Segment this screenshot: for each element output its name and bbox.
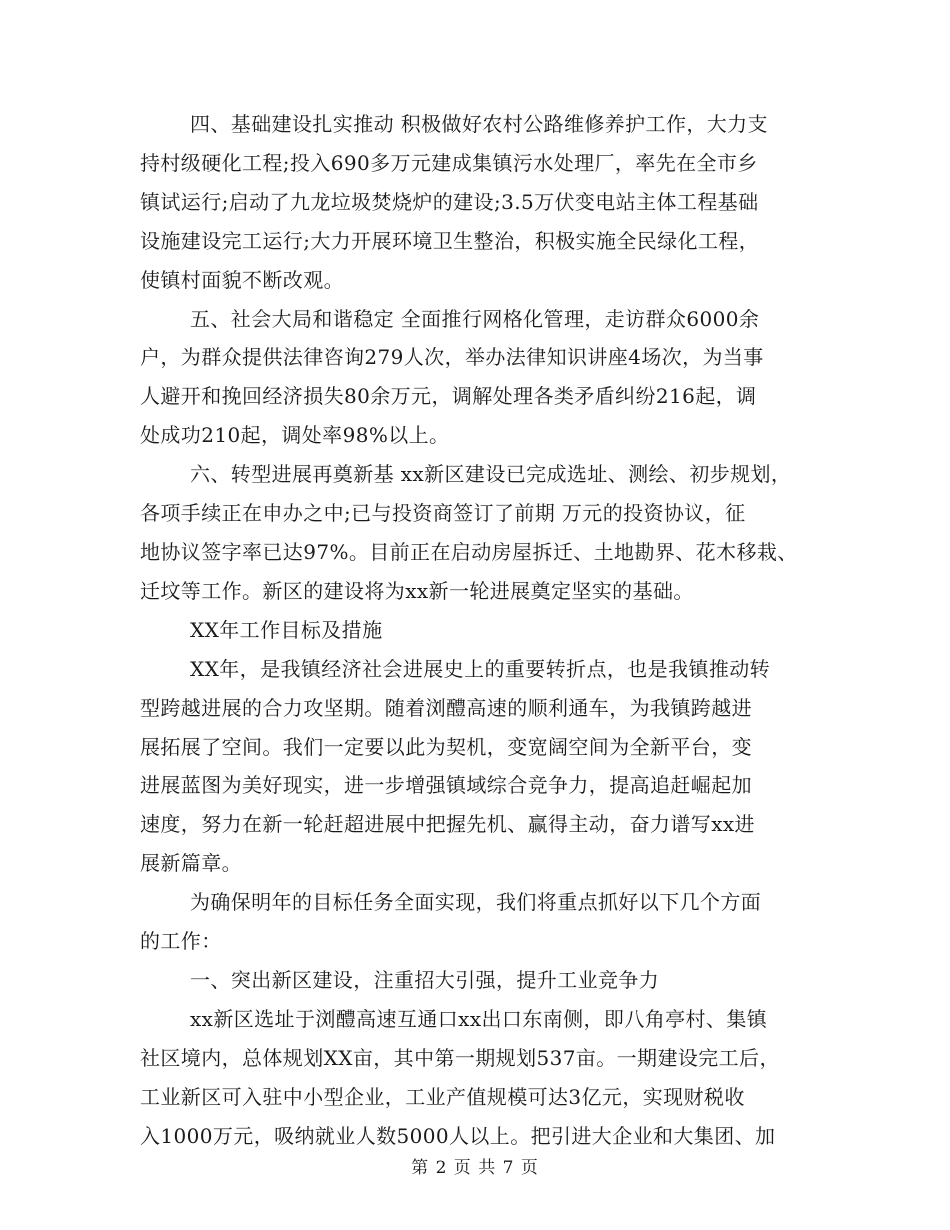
text-line: 地协议签字率已达97%。目前正在启动房屋拆迁、土地勘界、花木移栽、 (140, 539, 798, 564)
text-line: 设施建设完工运行;大力开展环境卫生整治，积极实施全民绿化工程， (140, 228, 760, 253)
text-line: 的工作： (140, 929, 222, 954)
text-line: XX年工作目标及措施 (190, 617, 383, 642)
text-line: 户，为群众提供法律咨询279人次，举办法律知识讲座4场次，为当事 (140, 345, 764, 370)
text-line: 入1000万元，吸纳就业人数5000人以上。把引进大企业和大集团、加 (140, 1123, 776, 1148)
text-line: 六、转型进展再奠新基 xx新区建设已完成选址、测绘、初步规划， (190, 462, 792, 487)
page-number: 第 2 页 共 7 页 (411, 1158, 539, 1178)
text-line: 各项手续正在申办之中;已与投资商签订了前期 万元的投资协议，征 (140, 501, 746, 526)
text-line: 持村级硬化工程;投入690多万元建成集镇污水处理厂，率先在全市乡 (140, 150, 758, 175)
text-line: 四、基础建设扎实推动 积极做好农村公路维修养护工作，大力支 (190, 112, 768, 136)
text-line: 使镇村面貌不断改观。 (140, 267, 344, 292)
text-line: 迁坟等工作。新区的建设将为xx新一轮进展奠定坚实的基础。 (140, 578, 694, 603)
text-line: 五、社会大局和谐稳定 全面推行网格化管理，走访群众6000余 (190, 306, 760, 331)
text-line: 一、突出新区建设，注重招大引强，提升工业竞争力 (190, 967, 660, 992)
text-line: 镇试运行;启动了九龙垃圾焚烧炉的建设;3.5万伏变电站主体工程基础 (140, 189, 759, 214)
text-line: 工业新区可入驻中小型企业，工业产值规模可达3亿元，实现财税收 (140, 1084, 745, 1109)
text-line: 为确保明年的目标任务全面实现，我们将重点抓好以下几个方面 (190, 890, 762, 915)
text-line: 社区境内，总体规划XX亩，其中第一期规划537亩。一期建设完工后， (140, 1045, 780, 1070)
text-line: 处成功210起，调处率98%以上。 (140, 423, 450, 448)
text-line: 型跨越进展的合力攻坚期。随着浏醴高速的顺利通车，为我镇跨越进 (140, 695, 752, 720)
text-line: XX年，是我镇经济社会进展史上的重要转折点，也是我镇推动转 (190, 656, 771, 681)
text-line: 展拓展了空间。我们一定要以此为契机，变宽阔空间为全新平台，变 (140, 734, 752, 759)
text-line: 速度，努力在新一轮赶超进展中把握先机、赢得主动，奋力谱写xx进 (140, 812, 755, 837)
text-line: 人避开和挽回经济损失80余万元，调解处理各类矛盾纠纷216起，调 (140, 384, 757, 409)
text-line: 进展蓝图为美好现实，进一步增强镇域综合竞争力，提高追赶崛起加 (140, 773, 752, 798)
text-line: 展新篇章。 (140, 851, 242, 876)
document-body (140, 105, 820, 1155)
text-line: xx新区选址于浏醴高速互通口xx出口东南侧，即八角亭村、集镇 (190, 1006, 768, 1031)
